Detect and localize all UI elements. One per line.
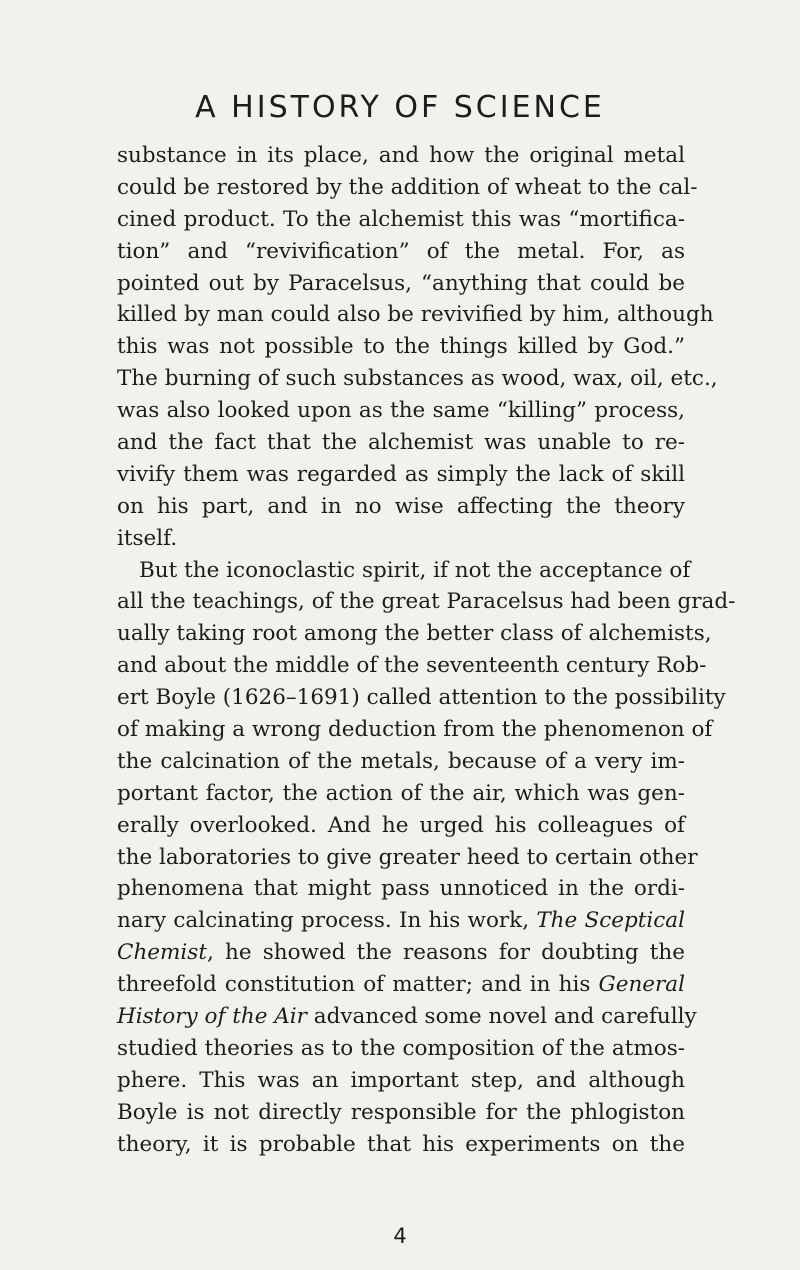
text-line: on his part, and in no wise affecting the theory (117, 493, 685, 519)
text-line: portant factor, the action of the air, which was gen- (117, 780, 685, 806)
text-line: the calcination of the metals, because of a very im- (117, 748, 685, 774)
text-line: erally overlooked. And he urged his colleagues of (117, 812, 685, 838)
text-line: theory, it is probable that his experiments on the (117, 1131, 685, 1157)
book-title-italic: Chemist (117, 940, 207, 966)
text-line: The burning of such substances as wood, wax, oil, etc., (117, 366, 718, 392)
text-line: ually taking root among the better class of alchemists, (117, 621, 712, 647)
text-line: and about the middle of the seventeenth century Rob- (117, 653, 707, 679)
text-line: all the teachings, of the great Paracelsus had been grad- (117, 589, 736, 615)
text-line: and the fact that the alchemist was unable to re- (117, 430, 685, 456)
text-line: But the iconoclastic spirit, if not the acceptance of (139, 557, 691, 583)
text-line: ert Boyle (1626–1691) called attention to the possibility (117, 685, 726, 711)
text-line: History of the Air advanced some novel and carefully (117, 1004, 697, 1030)
text-line: the laboratories to give greater heed to certain other (117, 844, 698, 870)
text-line: of making a wrong deduction from the phenomenon of (117, 717, 713, 743)
text-line: studied theories as to the composition of the atmos- (117, 1035, 685, 1061)
text-line: cined product. To the alchemist this was “mortifica- (117, 206, 685, 232)
text-line: this was not possible to the things killed by God.” (117, 334, 685, 360)
text-line: killed by man could also be revivified by him, although (117, 302, 714, 328)
text-line: phere. This was an important step, and although (117, 1067, 685, 1093)
book-title-italic: General (598, 972, 685, 998)
text-line: phenomena that might pass unnoticed in the ordi- (117, 876, 685, 902)
text-line: pointed out by Paracelsus, “anything that could be (117, 270, 685, 296)
text-line: substance in its place, and how the original metal (117, 143, 685, 168)
running-head: A HISTORY OF SCIENCE (195, 90, 605, 125)
text-line: vivify them was regarded as simply the lack of skill (117, 461, 685, 487)
text-line: Boyle is not directly responsible for the phlogiston (117, 1099, 685, 1125)
text-line: Chemist, he showed the reasons for doubting the (117, 940, 685, 966)
page-number: 4 (393, 1224, 407, 1248)
book-title-italic: The Sceptical (536, 908, 685, 934)
book-title-italic: History of the Air (117, 1004, 307, 1030)
body-text (117, 140, 736, 1161)
text-line: tion” and “revivification” of the metal. For, as (117, 238, 685, 264)
text-line: itself. (117, 525, 178, 551)
text-line: threefold constitution of matter; and in his General (117, 972, 685, 998)
text-line: nary calcinating process. In his work, The Sceptical (117, 908, 685, 934)
text-line: could be restored by the addition of wheat to the cal- (117, 174, 698, 200)
text-line: was also looked upon as the same “killing” process, (117, 398, 685, 424)
